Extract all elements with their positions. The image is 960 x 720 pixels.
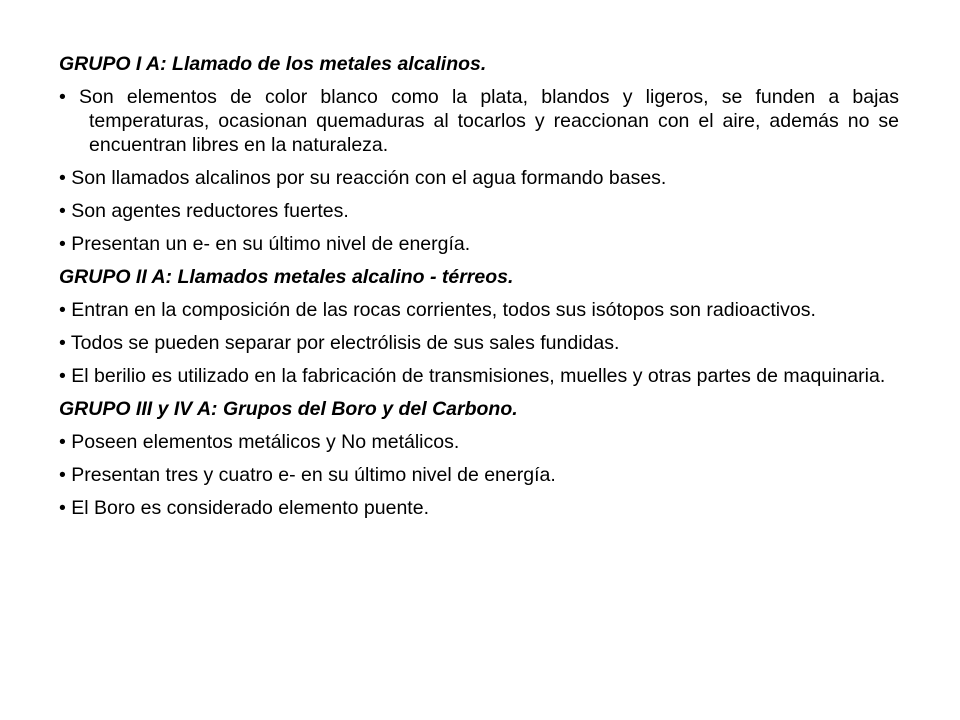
bullet-mark: • (59, 464, 66, 486)
bullet-mark: • (59, 332, 66, 354)
section-heading-grupo-1a: GRUPO I A: Llamado de los metales alcalinos. (59, 53, 487, 75)
bullet-item (59, 463, 899, 487)
bullet-item (59, 232, 899, 256)
bullet-text: Son elementos de color blanco como la plata, blandos y ligeros, se funden a bajas temperaturas, ocasionan quemaduras al tocarlos y reaccionan con el aire, además no se encuentran libres en la naturaleza. (79, 86, 899, 156)
bullet-mark: • (59, 200, 66, 222)
bullet-mark: • (59, 299, 66, 321)
slide-content (59, 52, 899, 529)
bullet-text: El berilio es utilizado en la fabricación de transmisiones, muelles y otras partes de maquinaria. (71, 365, 886, 387)
bullet-item (59, 331, 899, 355)
bullet-text: Presentan un e- en su último nivel de energía. (71, 233, 471, 255)
bullet-text: Todos se pueden separar por electrólisis de sus sales fundidas. (70, 332, 620, 354)
bullet-item (59, 430, 899, 454)
section-heading-grupo-3a-4a: GRUPO III y IV A: Grupos del Boro y del Carbono. (59, 398, 518, 420)
bullet-text: Son agentes reductores fuertes. (71, 200, 349, 222)
bullet-text: Son llamados alcalinos por su reacción con el agua formando bases. (71, 167, 667, 189)
bullet-item (59, 199, 899, 223)
bullet-text: Presentan tres y cuatro e- en su último nivel de energía. (71, 464, 556, 486)
bullet-item (59, 496, 899, 520)
bullet-mark: • (59, 497, 66, 519)
bullet-text: Entran en la composición de las rocas corrientes, todos sus isótopos son radioactivos. (71, 299, 816, 321)
bullet-item (59, 166, 899, 190)
bullet-mark: • (59, 431, 66, 453)
bullet-item (59, 298, 899, 322)
bullet-mark: • (59, 167, 66, 189)
bullet-mark: • (59, 233, 66, 255)
bullet-text: Poseen elementos metálicos y No metálicos. (71, 431, 460, 453)
bullet-mark: • (59, 86, 66, 108)
section-heading-grupo-2a: GRUPO II A: Llamados metales alcalino - térreos. (59, 266, 514, 288)
bullet-item (59, 364, 899, 388)
bullet-item (59, 85, 899, 157)
bullet-text: El Boro es considerado elemento puente. (71, 497, 429, 519)
bullet-mark: • (59, 365, 66, 387)
